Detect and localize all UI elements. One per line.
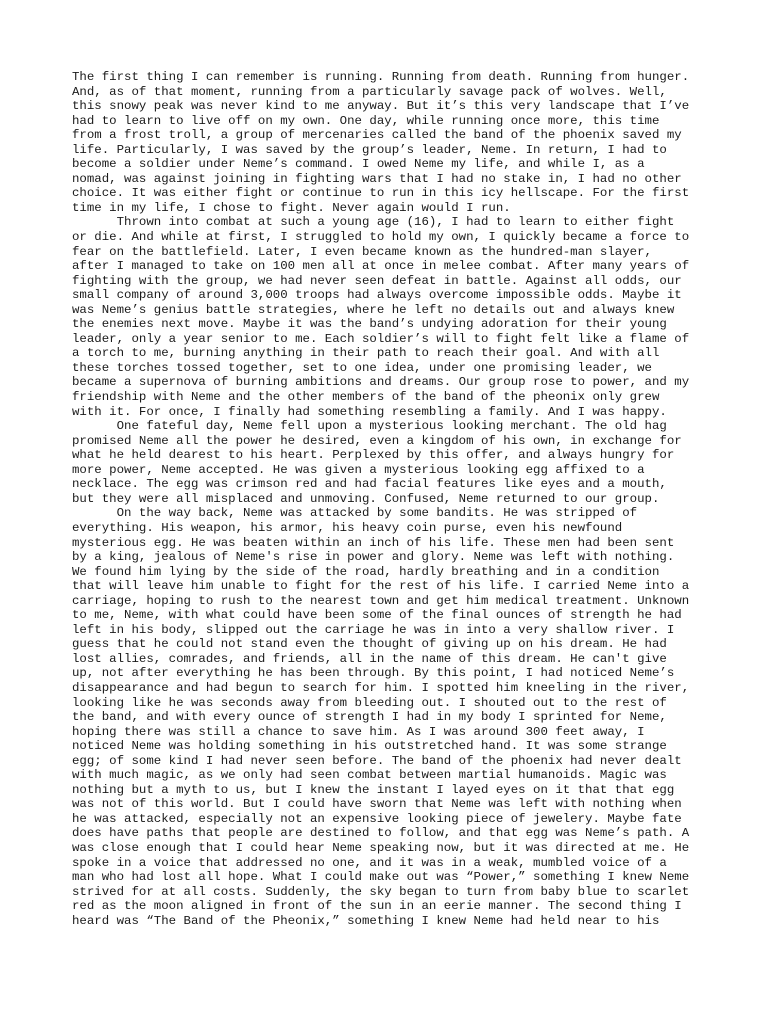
text-line: And, as of that moment, running from a particularly savage pack of wolves. Well, xyxy=(72,84,667,99)
text-line: but they were all misplaced and unmoving. Confused, Neme returned to our group. xyxy=(72,491,660,506)
text-line: small company of around 3,000 troops had always overcome impossible odds. Maybe it xyxy=(72,288,682,303)
text-line: does have paths that people are destined to follow, and that egg was Neme’s path. A xyxy=(72,826,690,841)
text-line: the band, and with every ounce of strength I had in my body I sprinted for Neme, xyxy=(72,710,667,725)
text-line: fighting with the group, we had never seen defeat in battle. Against all odds, our xyxy=(72,273,682,288)
text-line: was Neme’s genius battle strategies, where he left no details out and always knew xyxy=(72,302,675,317)
text-line: the enemies next move. Maybe it was the band’s undying adoration for their young xyxy=(72,317,667,332)
text-line: We found him lying by the side of the road, hardly breathing and in a condition xyxy=(72,564,660,579)
text-line: left in his body, slipped out the carriage he was in into a very shallow river. I xyxy=(72,622,675,637)
text-line: friendship with Neme and the other members of the band of the pheonix only grew xyxy=(72,390,660,405)
text-line: everything. His weapon, his armor, his heavy coin purse, even his newfound xyxy=(72,520,623,535)
text-line: had to learn to live off on my own. One day, while running once more, this time xyxy=(72,113,660,128)
text-line: became a supernova of burning ambitions and dreams. Our group rose to power, and my xyxy=(72,375,690,390)
document-page xyxy=(72,70,698,928)
text-line: noticed Neme was holding something in his outstretched hand. It was some strange xyxy=(72,739,667,754)
text-line: choice. It was either fight or continue to run in this icy hellscape. For the first xyxy=(72,186,690,201)
text-line: necklace. The egg was crimson red and had facial features like eyes and a mouth, xyxy=(72,477,667,492)
text-line: On the way back, Neme was attacked by some bandits. He was stripped of xyxy=(72,506,638,521)
text-line: what he held dearest to his heart. Perplexed by this offer, and always hungry for xyxy=(72,448,675,463)
text-line: red as the moon aligned in front of the sun in an eerie manner. The second thing I xyxy=(72,899,682,914)
text-line: more power, Neme accepted. He was given a mysterious looking egg affixed to a xyxy=(72,462,645,477)
text-line: strived for at all costs. Suddenly, the sky began to turn from baby blue to scarlet xyxy=(72,884,690,899)
text-line: lost allies, comrades, and friends, all in the name of this dream. He can't give xyxy=(72,651,667,666)
text-line: promised Neme all the power he desired, even a kingdom of his own, in exchange for xyxy=(72,433,682,448)
text-line: become a soldier under Neme’s command. I owed Neme my life, and while I, as a xyxy=(72,157,645,172)
text-line: after I managed to take on 100 men all at once in melee combat. After many years of xyxy=(72,259,690,274)
text-line: The first thing I can remember is running. Running from death. Running from hunger. xyxy=(72,70,690,84)
text-line: with it. For once, I finally had something resembling a family. And I was happy. xyxy=(72,404,667,419)
text-line: disappearance and had begun to search for him. I spotted him kneeling in the river, xyxy=(72,680,690,695)
text-line: nothing but a myth to us, but I knew the instant I layed eyes on it that that egg xyxy=(72,782,675,797)
text-line: up, not after everything he has been through. By this point, I had noticed Neme’s xyxy=(72,666,675,681)
text-line: egg; of some kind I had never seen before. The band of the phoenix had never dealt xyxy=(72,753,682,768)
text-line: spoke in a voice that addressed no one, and it was in a weak, mumbled voice of a xyxy=(72,855,667,870)
text-line: fear on the battlefield. Later, I even became known as the hundred-man slayer, xyxy=(72,244,652,259)
text-line: Thrown into combat at such a young age (16), I had to learn to either fight xyxy=(72,215,675,230)
text-line: carriage, hoping to rush to the nearest town and get him medical treatment. Unknown xyxy=(72,593,690,608)
text-line: One fateful day, Neme fell upon a mysterious looking merchant. The old hag xyxy=(72,419,667,434)
text-line: hoping there was still a chance to save him. As I was around 300 feet away, I xyxy=(72,724,645,739)
text-line: this snowy peak was never kind to me anyway. But it’s this very landscape that I’ve xyxy=(72,99,690,114)
text-line: life. Particularly, I was saved by the group’s leader, Neme. In return, I had to xyxy=(72,142,667,157)
text-line: by a king, jealous of Neme's rise in power and glory. Neme was left with nothing. xyxy=(72,550,675,565)
text-line: from a frost troll, a group of mercenaries called the band of the phoenix saved my xyxy=(72,128,682,143)
text-line: time in my life, I chose to fight. Never again would I run. xyxy=(72,200,511,215)
text-line: with much magic, as we only had seen combat between martial humanoids. Magic was xyxy=(72,768,667,783)
text-line: looking like he was seconds away from bleeding out. I shouted out to the rest of xyxy=(72,695,667,710)
text-line: he was attacked, especially not an expensive looking piece of jewelery. Maybe fate xyxy=(72,811,682,826)
text-line: mysterious egg. He was beaten within an inch of his life. These men had been sent xyxy=(72,535,675,550)
text-line: a torch to me, burning anything in their path to reach their goal. And with all xyxy=(72,346,660,361)
text-line: leader, only a year senior to me. Each soldier’s will to fight felt like a flame of xyxy=(72,331,690,346)
text-line: to me, Neme, with what could have been some of the final ounces of strength he had xyxy=(72,608,682,623)
text-line: was close enough that I could hear Neme speaking now, but it was directed at me. He xyxy=(72,840,690,855)
text-line: nomad, was against joining in fighting wars that I had no stake in, I had no other xyxy=(72,171,682,186)
text-line: was not of this world. But I could have sworn that Neme was left with nothing when xyxy=(72,797,682,812)
text-line: guess that he could not stand even the thought of giving up on his dream. He had xyxy=(72,637,667,652)
text-line: man who had lost all hope. What I could make out was “Power,” something I knew Neme xyxy=(72,870,690,885)
text-line: these torches tossed together, set to one idea, under one promising leader, we xyxy=(72,360,652,375)
text-line: heard was “The Band of the Pheonix,” something I knew Neme had held near to his xyxy=(72,913,660,928)
text-line: or die. And while at first, I struggled to hold my own, I quickly became a force to xyxy=(72,230,690,245)
text-line: that will leave him unable to fight for the rest of his life. I carried Neme into a xyxy=(72,579,690,594)
